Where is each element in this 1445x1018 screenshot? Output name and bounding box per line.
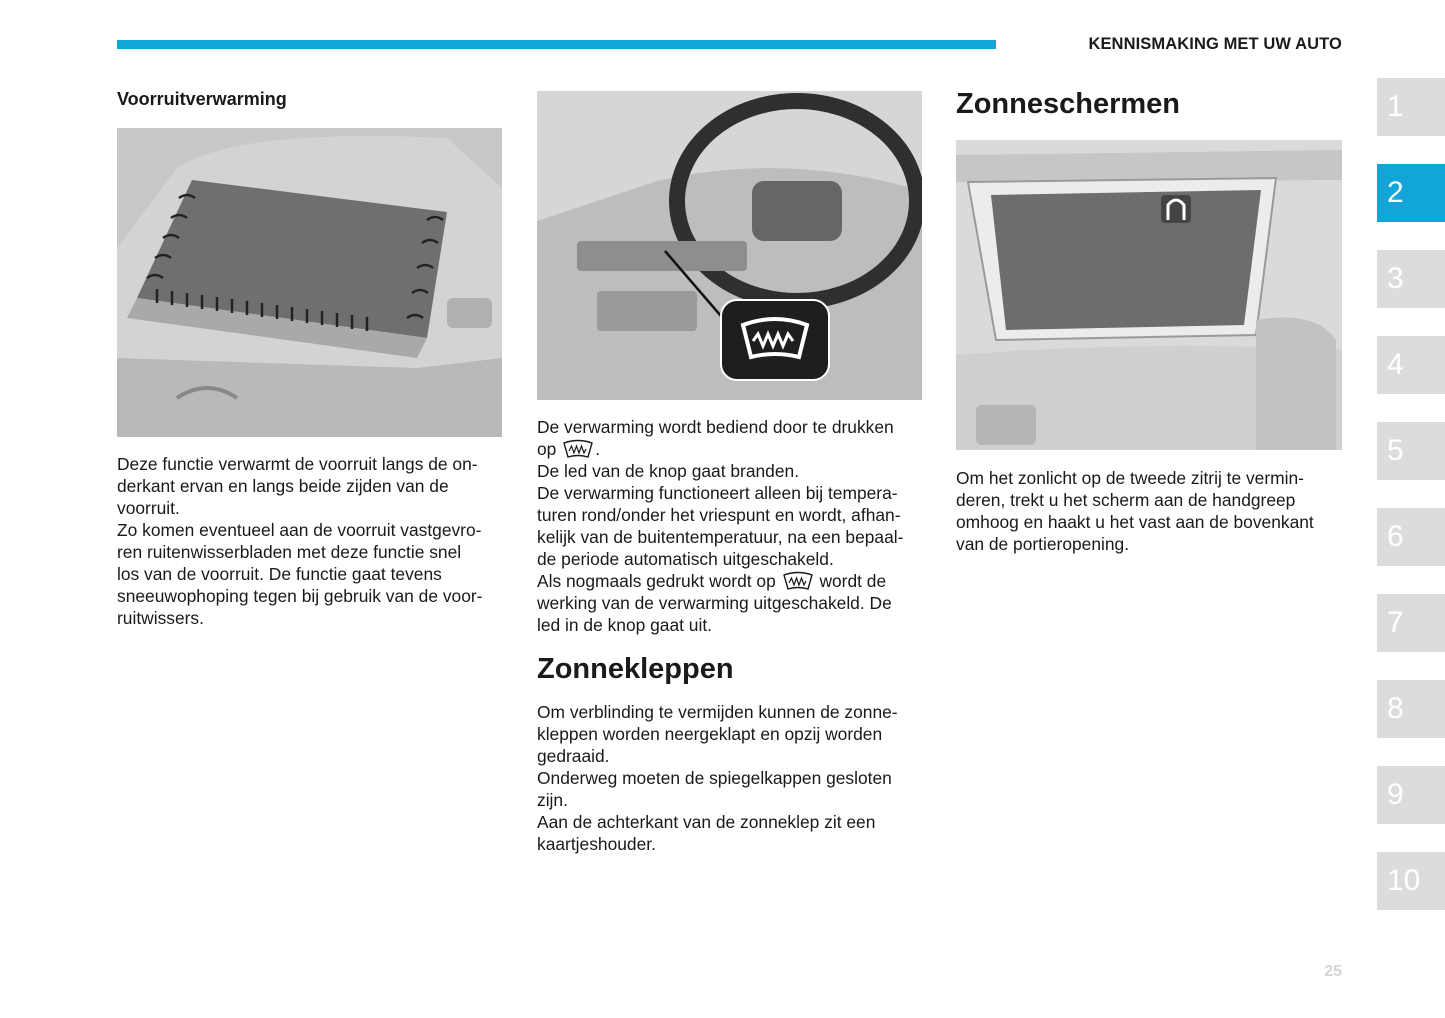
section-heading-windshield-heating: Voorruitverwarming bbox=[117, 89, 287, 109]
heated-windshield-icon bbox=[561, 439, 595, 459]
section-heading-sunblinds: Zonneschermen bbox=[956, 88, 1180, 120]
paragraph-line: ren ruitenwisserbladen met deze functie snel bbox=[117, 542, 462, 562]
paragraph-line: omhoog en haakt u het vast aan de bovenkant bbox=[956, 512, 1314, 532]
windshield-heating-text bbox=[117, 453, 507, 629]
paragraph-line: los van de voorruit. De functie gaat tevens bbox=[117, 564, 442, 584]
sunblinds-section bbox=[956, 88, 1346, 121]
chapter-tab-1[interactable]: 1 bbox=[1377, 78, 1445, 136]
paragraph-line: Onderweg moeten de spiegelkappen gesloten bbox=[537, 768, 892, 788]
header-accent-bar bbox=[117, 40, 996, 49]
heated-windshield-icon bbox=[781, 571, 815, 591]
paragraph-line: ruitwissers. bbox=[117, 608, 204, 628]
chapter-tab-8[interactable]: 8 bbox=[1377, 680, 1445, 738]
paragraph-line: derkant ervan en langs beide zijden van de bbox=[117, 476, 449, 496]
chapter-tab-9[interactable]: 9 bbox=[1377, 766, 1445, 824]
chapter-tab-3[interactable]: 3 bbox=[1377, 250, 1445, 308]
page-number: 25 bbox=[1324, 963, 1342, 980]
rear-window-sunblind-illustration bbox=[956, 140, 1342, 450]
paragraph-line: sneeuwophoping tegen bij gebruik van de voor- bbox=[117, 586, 483, 606]
paragraph-line: Zo komen eventueel aan de voorruit vastgevro- bbox=[117, 520, 482, 540]
paragraph-line: van de portieropening. bbox=[956, 534, 1130, 554]
paragraph-line: voorruit. bbox=[117, 498, 180, 518]
paragraph-line: kleppen worden neergeklapt en opzij worden bbox=[537, 724, 883, 744]
paragraph-line: Om verblinding te vermijden kunnen de zonne- bbox=[537, 702, 898, 722]
paragraph-line: Om het zonlicht op de tweede zitrij te vermin- bbox=[956, 468, 1304, 488]
sun-visors-section bbox=[537, 653, 932, 686]
again-end: wordt de bbox=[819, 571, 887, 591]
chapter-tab-6[interactable]: 6 bbox=[1377, 508, 1445, 566]
paragraph-line: Deze functie verwarmt de voorruit langs de on- bbox=[117, 454, 478, 474]
paragraph-line: deren, trekt u het scherm aan de handgreep bbox=[956, 490, 1296, 510]
paragraph-line: De led van de knop gaat branden. bbox=[537, 461, 800, 481]
paragraph-line: gedraaid. bbox=[537, 746, 610, 766]
paragraph-line: turen rond/onder het vriespunt en wordt, afhan- bbox=[537, 505, 901, 525]
paragraph-line: kelijk van de buitentemperatuur, na een bepaal- bbox=[537, 527, 904, 547]
heated-windshield-instructions bbox=[537, 416, 932, 636]
paragraph-line: De verwarming wordt bediend door te drukken bbox=[537, 417, 894, 437]
section-heading-sun-visors: Zonnekleppen bbox=[537, 653, 734, 685]
again-start: Als nogmaals gedrukt wordt op bbox=[537, 571, 776, 591]
running-header: KENNISMAKING MET UW AUTO bbox=[1088, 35, 1342, 53]
op-end: . bbox=[595, 439, 601, 459]
paragraph-line-again bbox=[537, 570, 932, 592]
op-label: op bbox=[537, 439, 557, 459]
paragraph-line: de periode automatisch uitgeschakeld. bbox=[537, 549, 834, 569]
sun-visors-text bbox=[537, 701, 932, 855]
sunblinds-text bbox=[956, 467, 1346, 555]
chapter-tab-7[interactable]: 7 bbox=[1377, 594, 1445, 652]
paragraph-line: Aan de achterkant van de zonneklep zit een bbox=[537, 812, 876, 832]
paragraph-line: De verwarming functioneert alleen bij tempera- bbox=[537, 483, 898, 503]
paragraph-line: led in de knop gaat uit. bbox=[537, 615, 713, 635]
paragraph-line: kaartjeshouder. bbox=[537, 834, 656, 854]
paragraph-line-op bbox=[537, 438, 932, 460]
dashboard-heated-windshield-button-illustration bbox=[537, 91, 922, 400]
paragraph-line: zijn. bbox=[537, 790, 568, 810]
chapter-tab-4[interactable]: 4 bbox=[1377, 336, 1445, 394]
chapter-tab-2[interactable]: 2 bbox=[1377, 164, 1445, 222]
chapter-tab-10[interactable]: 10 bbox=[1377, 852, 1445, 910]
paragraph-line: werking van de verwarming uitgeschakeld. De bbox=[537, 593, 892, 613]
column-windshield-heating bbox=[117, 89, 507, 110]
windshield-heating-illustration bbox=[117, 128, 502, 437]
chapter-tab-5[interactable]: 5 bbox=[1377, 422, 1445, 480]
